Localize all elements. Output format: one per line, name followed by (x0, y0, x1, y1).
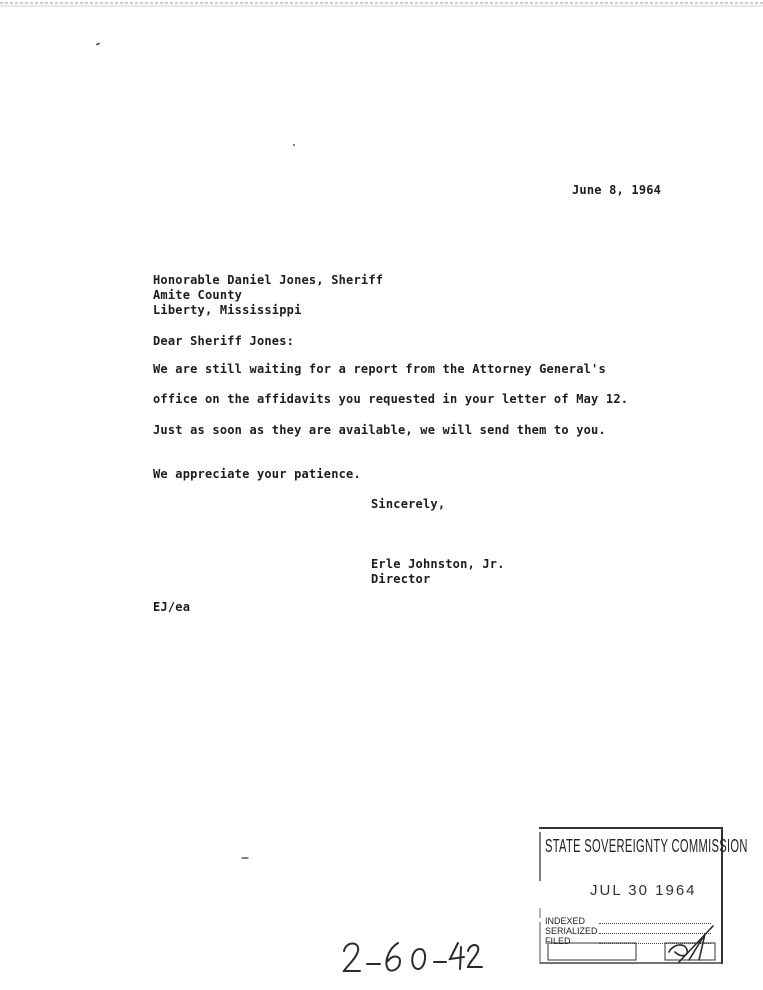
recipient-county-line: Amite County (153, 288, 243, 302)
stamp-field-indexed: INDEXED (545, 916, 586, 926)
reference-initials: EJ/ea (153, 600, 191, 614)
stamp-field-filed: FILED (545, 936, 571, 946)
commission-stamp (537, 826, 748, 966)
closing-paragraph: We appreciate your patience. (153, 467, 361, 481)
scan-speck (241, 857, 249, 859)
handwritten-file-number (340, 937, 490, 977)
body-line: office on the affidavits you requested in your letter of May 12. (153, 392, 629, 406)
scan-speck (293, 144, 295, 146)
signer-name: Erle Johnston, Jr. (371, 557, 505, 571)
stamp-field-serialized: SERIALIZED (545, 926, 598, 936)
recipient-city-line: Liberty, Mississippi (153, 303, 302, 317)
salutation: Dear Sheriff Jones: (153, 334, 295, 348)
stamp-title: STATE SOVEREIGNTY COMMISSION (545, 836, 748, 856)
body-line: We are still waiting for a report from the Attorney General's (153, 362, 606, 376)
body-line: Just as soon as they are available, we will send them to you. (153, 423, 606, 437)
page-top-edge (0, 0, 763, 8)
stamp-handwritten-annotation (659, 922, 719, 964)
signer-title: Director (371, 572, 431, 586)
scan-speck (96, 42, 100, 46)
complimentary-close: Sincerely, (371, 497, 446, 511)
recipient-name-line: Honorable Daniel Jones, Sheriff (153, 273, 384, 287)
stamp-date: JUL 30 1964 (590, 882, 697, 899)
letter-date: June 8, 1964 (572, 183, 662, 197)
